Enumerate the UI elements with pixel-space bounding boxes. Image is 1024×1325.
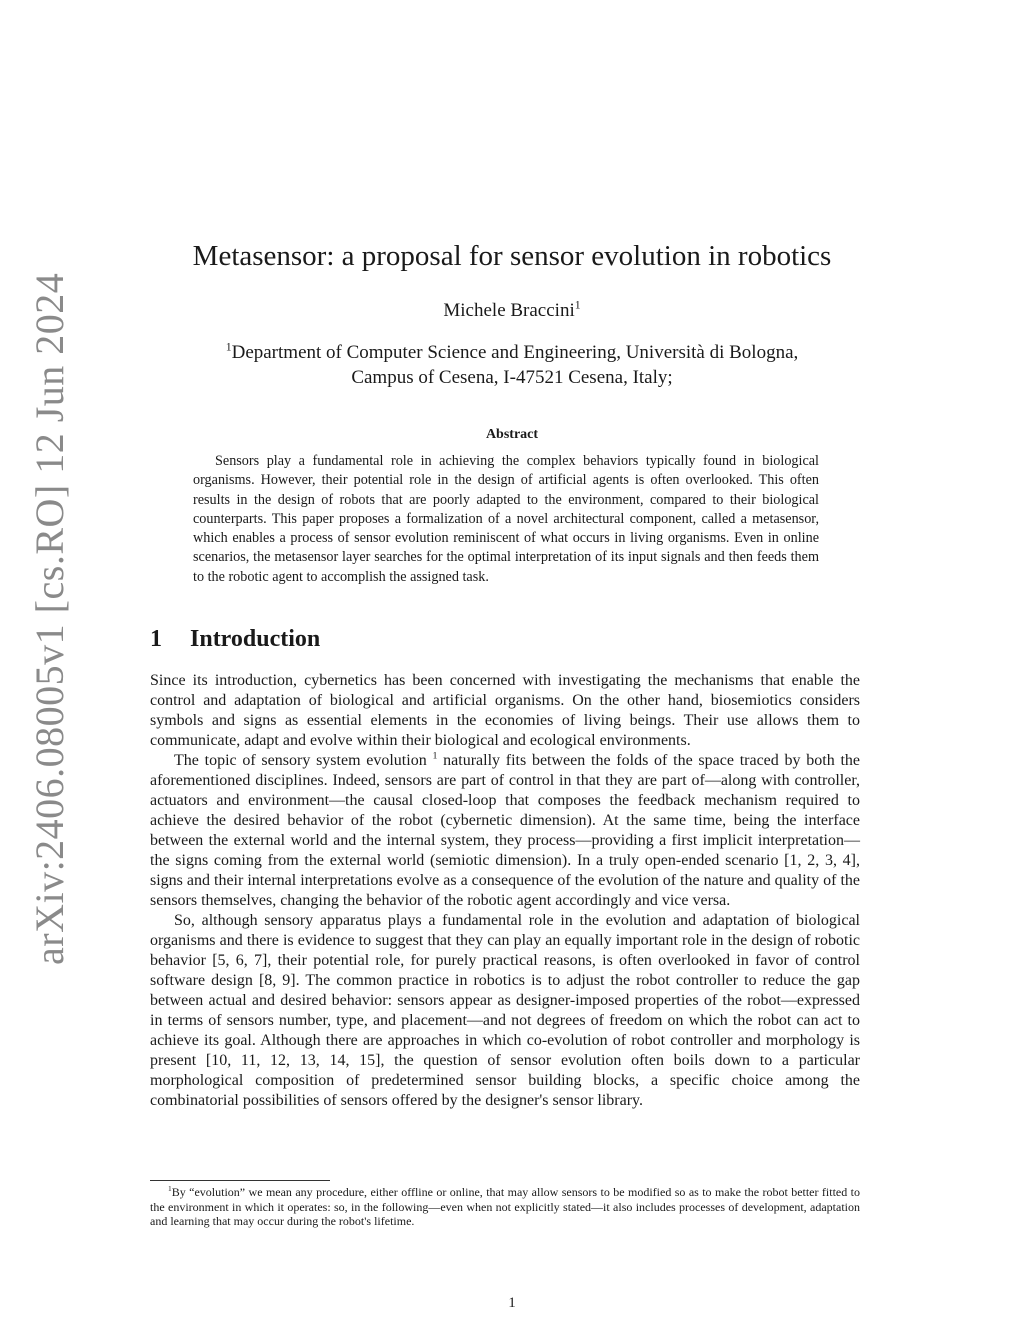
affiliation [140,340,884,390]
author-name: Michele Braccini [443,300,575,321]
footnote [150,1185,860,1229]
affiliation-line-2: Campus of Cesena, I-47521 Cesena, Italy; [351,367,673,388]
paragraph-1: Since its introduction, cybernetics has been concerned with investigating the mechanisms that enable the control and adaptation of biological and artificial organisms. On the other hand, biosemiotics considers symbols and signs as essential elements in the economies of living beings. Their use allows them to communicate, adapt and evolve within their biological and ecological environments. [150,672,860,749]
author-line [0,300,1024,322]
section-number: 1 [150,626,162,652]
paper-title: Metasensor: a proposal for sensor evolution in robotics [192,240,832,272]
paragraph-2 [150,751,860,911]
footnote-text: By “evolution” we mean any procedure, either offline or online, that may allow sensors to be modified so as to make the robot better fitted to the environment in which it operates: so, in the following—even when not explicitly stated—it also includes processes of development, adaptation and learning that may occur during the robot's lifetime. [150,1185,860,1228]
paragraph-3: So, although sensory apparatus plays a fundamental role in the evolution and adaptation of biological organisms and there is evidence to suggest that they can play an equally important role in the design of robotic behavior [5, 6, 7], their potential role, for purely practical reasons, is often overlooked in favor of control software design [8, 9]. The common practice in robotics is to adjust the robot controller to reduce the gap between actual and desired behavior: sensors appear as designer-imposed properties of the robot—expressed in terms of sensors number, type, and placement—and not degrees of freedom on which the robot can act to achieve its goal. Although there are approaches in which co-evolution of robot controller and morphology is present [10, 11, 12, 13, 14, 15], the question of sensor evolution often boils down to a particular morphological composition of predetermined sensor building blocks, a specific choice among the combinatorial possibilities of sensors offered by the designer's sensor library. [150,912,860,1109]
affiliation-mark: 1 [225,340,232,354]
paragraph-2-start: The topic of sensory system evolution [174,752,433,769]
author-affiliation-mark: 1 [574,298,581,312]
footnote-reference-mark: 1 [432,750,438,762]
introduction-body [150,671,860,1111]
section-heading-introduction [150,626,320,653]
footnote-rule [150,1180,330,1181]
abstract-text: Sensors play a fundamental role in achieving the complex behaviors typically found in biological organisms. However, their potential role in the design of artificial agents is often overlooked. This often results in the design of robots that are poorly adapted to the environment, compared to their biological counterparts. This paper proposes a formalization of a novel architectural component, called a metasensor, which enables a process of sensor evolution reminiscent of what occurs in living organisms. Even in online scenarios, the metasensor layer searches for the optimal interpretation of its input signals and then feeds them to the robotic agent to accomplish the assigned task. [193,453,819,585]
paragraph-2-rest: naturally fits between the folds of the space traced by both the aforementioned disciplines. Indeed, sensors are part of control in that they are part of—along with controller, actuators and environment—the causal closed-loop that composes the feedback mechanism required to achieve the desired behavior of the robot (cybernetic dimension). At the same time, being the interface between the external world and the internal system, they process—providing a first implicit interpretation—the signs coming from the external world (semiotic dimension). In a truly open-ended scenario [1, 2, 3, 4], signs and their internal interpretations evolve as a consequence of the evolution of the nature and quality of the sensors themselves, changing the behavior of the robotic agent accordingly and vice versa. [150,752,861,909]
affiliation-line-1: Department of Computer Science and Engineering, Università di Bologna, [231,342,799,363]
page-number: 1 [508,1295,516,1311]
arxiv-identifier-stamp: arXiv:2406.08005v1 [cs.RO] 12 Jun 2024 [27,272,72,965]
section-title-text: Introduction [190,626,321,652]
footnote-mark: 1 [168,1184,172,1193]
abstract-heading: Abstract [485,427,539,442]
